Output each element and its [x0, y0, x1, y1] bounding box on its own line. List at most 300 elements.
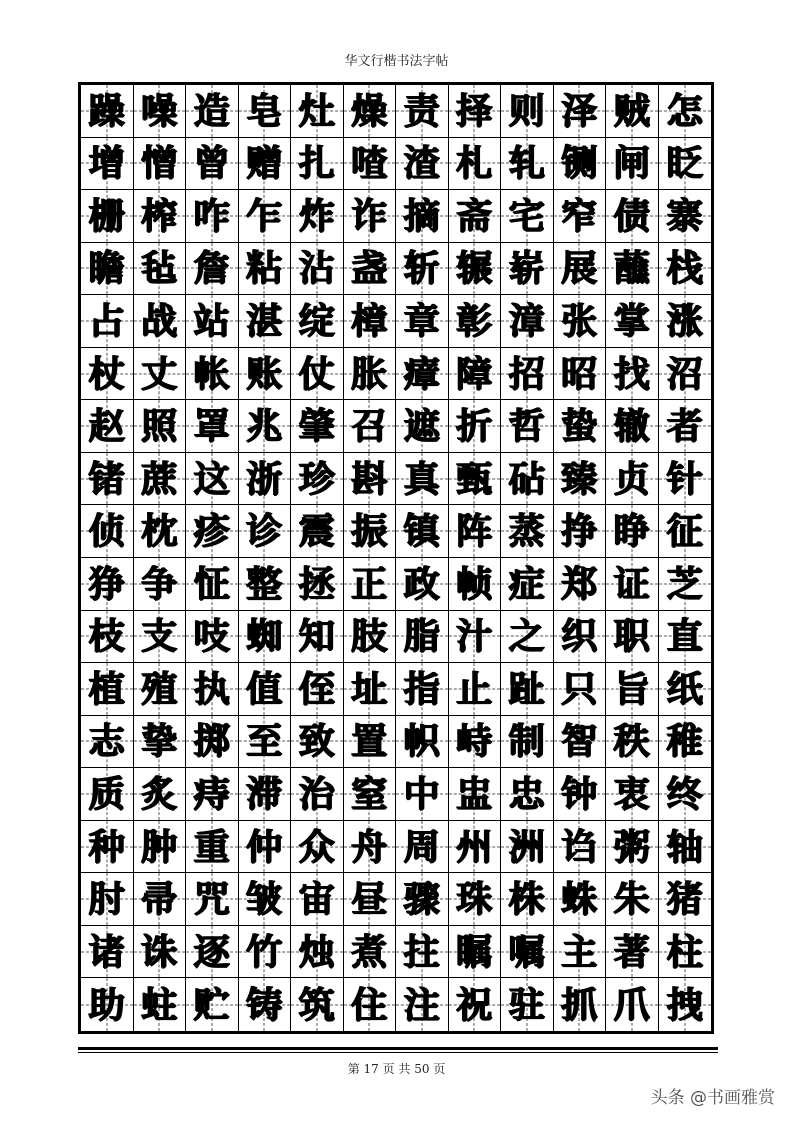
grid-cell	[659, 348, 712, 401]
grid-cell	[291, 768, 344, 821]
calligraphy-character: 曾	[193, 142, 230, 185]
calligraphy-character: 杖	[88, 352, 125, 395]
grid-cell	[396, 873, 449, 926]
grid-cell	[134, 190, 187, 243]
grid-cell	[501, 663, 554, 716]
footer-divider-thick	[78, 1047, 718, 1050]
grid-cell	[449, 138, 502, 191]
grid-cell	[659, 716, 712, 769]
grid-cell	[134, 611, 187, 664]
calligraphy-character: 真	[403, 457, 440, 500]
calligraphy-character: 诌	[561, 825, 598, 868]
grid-cell	[239, 505, 292, 558]
calligraphy-character: 者	[666, 405, 703, 448]
grid-cell	[554, 926, 607, 979]
calligraphy-character: 彰	[456, 299, 493, 342]
grid-cell	[239, 611, 292, 664]
calligraphy-character: 值	[246, 667, 283, 710]
grid-cell	[239, 400, 292, 453]
calligraphy-character: 中	[403, 772, 440, 815]
grid-cell	[396, 243, 449, 296]
calligraphy-character: 朱	[613, 878, 650, 921]
calligraphy-character: 遮	[403, 405, 440, 448]
grid-cell	[554, 821, 607, 874]
calligraphy-character: 燥	[351, 89, 388, 132]
calligraphy-character: 乍	[246, 194, 283, 237]
grid-cell	[291, 873, 344, 926]
grid-cell	[291, 978, 344, 1031]
grid-cell	[659, 138, 712, 191]
calligraphy-character: 忠	[508, 772, 545, 815]
grid-cell	[396, 768, 449, 821]
calligraphy-character: 眨	[666, 142, 703, 185]
calligraphy-character: 直	[666, 615, 703, 658]
grid-cell	[659, 295, 712, 348]
calligraphy-character: 枝	[88, 615, 125, 658]
grid-cell	[449, 400, 502, 453]
calligraphy-character: 湛	[246, 299, 283, 342]
grid-cell	[134, 768, 187, 821]
grid-cell	[554, 663, 607, 716]
grid-cell	[291, 85, 344, 138]
calligraphy-character: 沼	[666, 352, 703, 395]
grid-cell	[291, 663, 344, 716]
grid-cell	[659, 611, 712, 664]
calligraphy-character: 蘸	[613, 247, 650, 290]
calligraphy-character: 泽	[561, 89, 598, 132]
calligraphy-character: 汁	[456, 615, 493, 658]
grid-cell	[81, 400, 134, 453]
calligraphy-character: 祝	[456, 983, 493, 1026]
calligraphy-character: 峙	[456, 720, 493, 763]
calligraphy-character: 质	[88, 772, 125, 815]
grid-cell	[396, 505, 449, 558]
grid-cell	[344, 663, 397, 716]
grid-cell	[186, 138, 239, 191]
calligraphy-character: 拯	[298, 562, 335, 605]
grid-cell	[344, 558, 397, 611]
calligraphy-character: 吱	[193, 615, 230, 658]
calligraphy-character: 阵	[456, 510, 493, 553]
calligraphy-character: 寨	[666, 194, 703, 237]
grid-cell	[291, 926, 344, 979]
grid-cell	[291, 716, 344, 769]
grid-cell	[501, 873, 554, 926]
grid-cell	[344, 348, 397, 401]
grid-cell	[501, 400, 554, 453]
grid-cell	[396, 926, 449, 979]
grid-cell	[554, 400, 607, 453]
calligraphy-grid-frame	[78, 82, 714, 1034]
grid-cell	[344, 190, 397, 243]
calligraphy-character: 主	[561, 930, 598, 973]
calligraphy-character: 钟	[561, 772, 598, 815]
calligraphy-character: 注	[403, 983, 440, 1026]
calligraphy-character: 窒	[351, 772, 388, 815]
calligraphy-character: 肿	[141, 825, 178, 868]
grid-cell	[81, 295, 134, 348]
calligraphy-character: 灶	[298, 89, 335, 132]
grid-cell	[659, 400, 712, 453]
calligraphy-character: 逐	[193, 930, 230, 973]
grid-cell	[344, 243, 397, 296]
grid-cell	[81, 873, 134, 926]
grid-cell	[606, 295, 659, 348]
grid-cell	[606, 558, 659, 611]
grid-cell	[291, 558, 344, 611]
grid-cell	[501, 243, 554, 296]
grid-cell	[449, 978, 502, 1031]
calligraphy-character: 智	[561, 720, 598, 763]
grid-cell	[659, 558, 712, 611]
grid-cell	[396, 295, 449, 348]
calligraphy-character: 支	[141, 615, 178, 658]
calligraphy-character: 珠	[456, 878, 493, 921]
grid-cell	[239, 926, 292, 979]
grid-cell	[186, 243, 239, 296]
grid-cell	[554, 505, 607, 558]
grid-cell	[606, 243, 659, 296]
footer-divider-thin	[78, 1052, 718, 1053]
grid-cell	[239, 138, 292, 191]
calligraphy-character: 甄	[456, 457, 493, 500]
grid-cell	[239, 716, 292, 769]
grid-cell	[186, 716, 239, 769]
calligraphy-character: 辗	[456, 247, 493, 290]
calligraphy-character: 拽	[666, 983, 703, 1026]
calligraphy-character: 闸	[613, 142, 650, 185]
grid-cell	[81, 348, 134, 401]
calligraphy-character: 召	[351, 405, 388, 448]
calligraphy-character: 展	[561, 247, 598, 290]
grid-cell	[344, 978, 397, 1031]
grid-cell	[344, 453, 397, 506]
calligraphy-character: 致	[298, 720, 335, 763]
calligraphy-character: 执	[193, 667, 230, 710]
grid-cell	[134, 138, 187, 191]
grid-cell	[396, 85, 449, 138]
grid-cell	[81, 611, 134, 664]
grid-cell	[606, 663, 659, 716]
calligraphy-character: 蛀	[141, 983, 178, 1026]
calligraphy-character: 镇	[403, 510, 440, 553]
calligraphy-character: 症	[508, 562, 545, 605]
grid-cell	[186, 978, 239, 1031]
calligraphy-character: 芝	[666, 562, 703, 605]
calligraphy-character: 绽	[298, 299, 335, 342]
grid-cell	[134, 926, 187, 979]
calligraphy-character: 樟	[351, 299, 388, 342]
calligraphy-character: 宙	[298, 878, 335, 921]
calligraphy-character: 宅	[508, 194, 545, 237]
calligraphy-character: 竹	[246, 930, 283, 973]
grid-cell	[81, 505, 134, 558]
calligraphy-character: 责	[403, 89, 440, 132]
calligraphy-character: 诊	[246, 510, 283, 553]
grid-cell	[81, 558, 134, 611]
grid-cell	[554, 716, 607, 769]
grid-cell	[659, 978, 712, 1031]
grid-cell	[239, 190, 292, 243]
calligraphy-character: 赵	[88, 405, 125, 448]
grid-cell	[659, 243, 712, 296]
grid-cell	[134, 873, 187, 926]
grid-cell	[344, 505, 397, 558]
grid-cell	[81, 138, 134, 191]
calligraphy-character: 赠	[246, 142, 283, 185]
grid-cell	[501, 926, 554, 979]
calligraphy-character: 砧	[508, 457, 545, 500]
calligraphy-character: 罩	[193, 405, 230, 448]
grid-cell	[239, 348, 292, 401]
calligraphy-character: 嘱	[508, 930, 545, 973]
grid-cell	[449, 821, 502, 874]
grid-cell	[554, 243, 607, 296]
calligraphy-character: 炙	[141, 772, 178, 815]
calligraphy-character: 榨	[141, 194, 178, 237]
calligraphy-character: 筑	[298, 983, 335, 1026]
page-number: 第 17 页 共 50 页	[347, 1062, 446, 1076]
grid-cell	[606, 768, 659, 821]
grid-cell	[291, 348, 344, 401]
calligraphy-character: 铸	[246, 983, 283, 1026]
grid-cell	[659, 190, 712, 243]
grid-cell	[449, 611, 502, 664]
calligraphy-character: 蔗	[141, 457, 178, 500]
calligraphy-character: 针	[666, 457, 703, 500]
grid-cell	[449, 85, 502, 138]
grid-cell	[81, 978, 134, 1031]
grid-cell	[81, 663, 134, 716]
calligraphy-character: 狰	[88, 562, 125, 605]
calligraphy-character: 兆	[246, 405, 283, 448]
grid-cell	[449, 505, 502, 558]
calligraphy-character: 毡	[141, 247, 178, 290]
page-title: 华文行楷书法字帖	[344, 54, 449, 69]
grid-cell	[501, 505, 554, 558]
calligraphy-character: 扎	[298, 142, 335, 185]
calligraphy-character: 旨	[613, 667, 650, 710]
calligraphy-character: 沾	[298, 247, 335, 290]
calligraphy-character: 皱	[246, 878, 283, 921]
calligraphy-character: 涨	[666, 299, 703, 342]
calligraphy-character: 憎	[141, 142, 178, 185]
grid-cell	[501, 716, 554, 769]
grid-cell	[449, 190, 502, 243]
calligraphy-character: 止	[456, 667, 493, 710]
calligraphy-character: 疹	[193, 510, 230, 553]
grid-cell	[606, 611, 659, 664]
grid-cell	[81, 821, 134, 874]
calligraphy-character: 浙	[246, 457, 283, 500]
calligraphy-character: 掷	[193, 720, 230, 763]
grid-cell	[186, 768, 239, 821]
calligraphy-character: 肘	[88, 878, 125, 921]
grid-cell	[554, 873, 607, 926]
grid-cell	[291, 190, 344, 243]
grid-cell	[81, 190, 134, 243]
grid-cell	[81, 926, 134, 979]
calligraphy-character: 趾	[508, 667, 545, 710]
calligraphy-character: 助	[88, 983, 125, 1026]
grid-cell	[239, 558, 292, 611]
grid-cell	[396, 453, 449, 506]
grid-cell	[449, 663, 502, 716]
grid-cell	[344, 716, 397, 769]
grid-cell	[186, 926, 239, 979]
grid-cell	[291, 821, 344, 874]
calligraphy-character: 蜘	[246, 615, 283, 658]
calligraphy-character: 诸	[88, 930, 125, 973]
grid-cell	[134, 85, 187, 138]
calligraphy-character: 殖	[141, 667, 178, 710]
grid-cell	[134, 663, 187, 716]
grid-cell	[134, 505, 187, 558]
grid-cell	[344, 611, 397, 664]
calligraphy-character: 指	[403, 667, 440, 710]
calligraphy-character: 漳	[508, 299, 545, 342]
calligraphy-character: 终	[666, 772, 703, 815]
grid-cell	[606, 138, 659, 191]
grid-cell	[186, 558, 239, 611]
calligraphy-character: 瞻	[88, 247, 125, 290]
grid-cell	[134, 716, 187, 769]
grid-cell	[501, 295, 554, 348]
grid-cell	[396, 978, 449, 1031]
grid-cell	[449, 558, 502, 611]
calligraphy-character: 之	[508, 615, 545, 658]
calligraphy-character: 征	[666, 510, 703, 553]
calligraphy-character: 皂	[246, 89, 283, 132]
calligraphy-character: 这	[193, 457, 230, 500]
grid-cell	[291, 138, 344, 191]
calligraphy-character: 侦	[88, 510, 125, 553]
grid-cell	[449, 295, 502, 348]
calligraphy-character: 州	[456, 825, 493, 868]
grid-cell	[501, 138, 554, 191]
calligraphy-character: 斩	[403, 247, 440, 290]
calligraphy-character: 拄	[403, 930, 440, 973]
grid-cell	[659, 505, 712, 558]
calligraphy-character: 造	[193, 89, 230, 132]
calligraphy-character: 珍	[298, 457, 335, 500]
calligraphy-character: 洲	[508, 825, 545, 868]
calligraphy-character: 瞩	[456, 930, 493, 973]
calligraphy-character: 锗	[88, 457, 125, 500]
calligraphy-character: 秩	[613, 720, 650, 763]
calligraphy-character: 肇	[298, 405, 335, 448]
grid-cell	[659, 768, 712, 821]
grid-cell	[186, 85, 239, 138]
calligraphy-character: 粥	[613, 825, 650, 868]
calligraphy-character: 肢	[351, 615, 388, 658]
calligraphy-character: 折	[456, 405, 493, 448]
calligraphy-character: 胀	[351, 352, 388, 395]
grid-cell	[81, 453, 134, 506]
calligraphy-character: 爪	[613, 983, 650, 1026]
grid-cell	[501, 558, 554, 611]
calligraphy-character: 噪	[141, 89, 178, 132]
calligraphy-character: 知	[298, 615, 335, 658]
grid-cell	[291, 505, 344, 558]
calligraphy-character: 植	[88, 667, 125, 710]
calligraphy-character: 炸	[298, 194, 335, 237]
calligraphy-character: 招	[508, 352, 545, 395]
calligraphy-character: 稚	[666, 720, 703, 763]
calligraphy-character: 震	[298, 510, 335, 553]
calligraphy-character: 找	[613, 352, 650, 395]
grid-cell	[606, 978, 659, 1031]
grid-cell	[396, 190, 449, 243]
calligraphy-character: 栅	[88, 194, 125, 237]
calligraphy-character: 志	[88, 720, 125, 763]
grid-cell	[291, 453, 344, 506]
grid-cell	[239, 453, 292, 506]
grid-cell	[554, 85, 607, 138]
calligraphy-character: 整	[246, 562, 283, 605]
calligraphy-character: 脂	[403, 615, 440, 658]
calligraphy-character: 札	[456, 142, 493, 185]
calligraphy-character: 政	[403, 562, 440, 605]
calligraphy-character: 衷	[613, 772, 650, 815]
calligraphy-character: 郑	[561, 562, 598, 605]
grid-cell	[606, 85, 659, 138]
grid-cell	[396, 611, 449, 664]
grid-cell	[501, 978, 554, 1031]
calligraphy-character: 渣	[403, 142, 440, 185]
grid-cell	[134, 348, 187, 401]
calligraphy-character: 贼	[613, 89, 650, 132]
grid-cell	[606, 926, 659, 979]
calligraphy-character: 株	[508, 878, 545, 921]
calligraphy-character: 蛛	[561, 878, 598, 921]
grid-cell	[501, 85, 554, 138]
calligraphy-character: 贮	[193, 983, 230, 1026]
calligraphy-character: 丈	[141, 352, 178, 395]
calligraphy-character: 众	[298, 825, 335, 868]
calligraphy-character: 摘	[403, 194, 440, 237]
calligraphy-character: 诛	[141, 930, 178, 973]
grid-cell	[239, 85, 292, 138]
grid-cell	[239, 873, 292, 926]
calligraphy-character: 纸	[666, 667, 703, 710]
calligraphy-character: 猪	[666, 878, 703, 921]
grid-cell	[606, 348, 659, 401]
calligraphy-character: 账	[246, 352, 283, 395]
calligraphy-character: 重	[193, 825, 230, 868]
grid-cell	[554, 558, 607, 611]
grid-cell	[344, 926, 397, 979]
calligraphy-character: 著	[613, 930, 650, 973]
grid-cell	[344, 85, 397, 138]
grid-cell	[449, 348, 502, 401]
calligraphy-character: 至	[246, 720, 283, 763]
grid-cell	[81, 768, 134, 821]
grid-cell	[134, 978, 187, 1031]
grid-cell	[396, 558, 449, 611]
calligraphy-character: 哲	[508, 405, 545, 448]
calligraphy-character: 驻	[508, 983, 545, 1026]
grid-cell	[186, 505, 239, 558]
grid-cell	[606, 400, 659, 453]
calligraphy-character: 占	[88, 299, 125, 342]
calligraphy-character: 瘴	[403, 352, 440, 395]
calligraphy-character: 辙	[613, 405, 650, 448]
grid-cell	[659, 873, 712, 926]
grid-cell	[344, 295, 397, 348]
calligraphy-character: 痔	[193, 772, 230, 815]
calligraphy-character: 怎	[666, 89, 703, 132]
